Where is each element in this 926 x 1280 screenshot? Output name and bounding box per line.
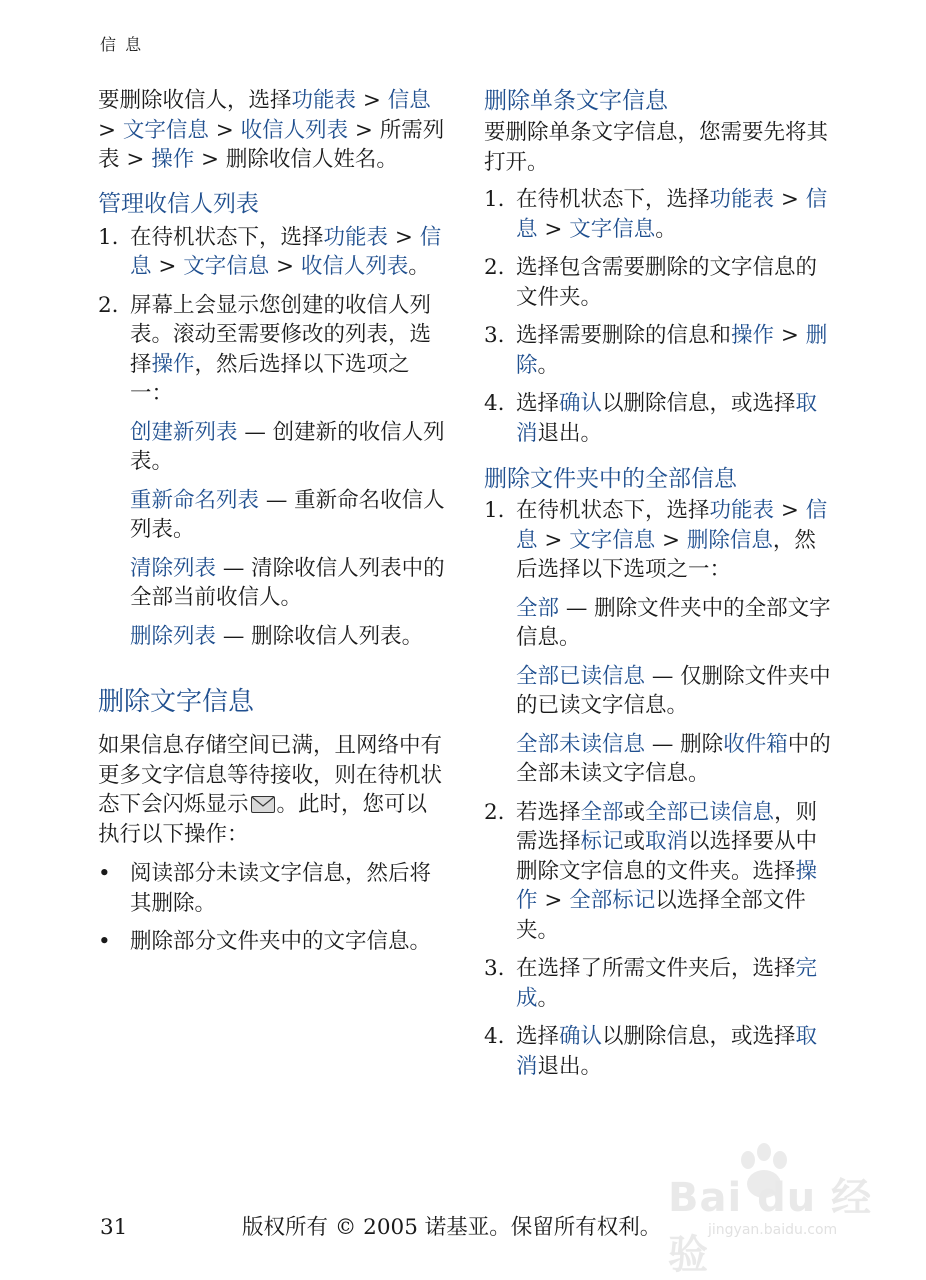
link-text-messages[interactable]: 文字信息 [183,254,270,279]
option-desc: — 创建新的收信人列表。 [130,419,445,474]
list-item [484,321,834,380]
text: 在待机状态下，选择 [130,224,324,250]
option-desc: 中的全部未读文字信息。 [516,731,831,786]
step-number: 1. [98,224,119,250]
text: 。 [537,985,560,1011]
link-cancel[interactable]: 取消 [516,1024,818,1079]
watermark-logo: Bai du 经验 [668,1175,873,1278]
link-messages[interactable]: 信息 [387,88,431,113]
option-desc: — 删除 [645,731,724,757]
step-number: 4. [484,391,505,416]
option-desc: — 仅删除文件夹中的已读文字信息。 [516,663,831,718]
text: 屏幕上会显示您创建的收信人列表。滚动至需要修改的列表，选择 [130,292,432,377]
manage-recipient-list-heading: 管理收信人列表 [98,190,259,217]
option-all-read [516,662,834,721]
delete-single-heading: 删除单条文字信息 [484,88,668,114]
separator: > [388,224,420,250]
running-header: 信 息 [100,35,144,54]
option-name[interactable]: 全部已读信息 [516,663,646,689]
link-text-messages[interactable]: 文字信息 [569,527,656,553]
link-delete[interactable]: 删除 [516,323,828,378]
link-cancel[interactable]: 取消 [645,829,689,854]
link-confirm[interactable]: 确认 [559,1024,603,1049]
link-cancel[interactable]: 取消 [516,391,818,446]
bullet-icon: • [98,861,111,886]
delete-text-messages-heading: 删除文字信息 [98,687,255,717]
separator: > [151,254,184,279]
baidu-watermark [660,1140,890,1278]
text: 在待机状态下，选择 [516,498,710,523]
link-options[interactable]: 操作 [151,351,195,377]
option-name[interactable]: 全部未读信息 [516,731,646,757]
text: ，然后选择以下选项之一： [130,351,410,406]
text: ，然后选择以下选项之一： [516,527,816,582]
separator: > [537,216,570,242]
link-text-messages[interactable]: 文字信息 [569,216,656,242]
link-recipient-list[interactable]: 收信人列表 [300,254,409,279]
list-item [484,954,834,1013]
link-menu[interactable]: 功能表 [709,498,775,523]
option-desc: — 清除收信人列表中的全部当前收信人。 [130,555,445,610]
text: 在选择了所需文件夹后，选择 [516,956,796,981]
link-delete-messages[interactable]: 删除信息 [686,527,773,553]
separator: > [269,254,301,279]
separator: > [537,527,570,553]
text: 删除部分文件夹中的文字信息。 [130,929,432,954]
text: 选择包含需要删除的文字信息的文件夹。 [516,255,818,310]
text: 。此时，您可以执行以下操作： [98,792,428,847]
separator: > [774,187,806,212]
step-number: 1. [484,187,505,212]
link-menu[interactable]: 功能表 [323,224,389,250]
option-all-unread [516,730,834,789]
list-item [98,927,448,957]
page-number: 31 [100,1215,128,1240]
option-clear-list [130,554,448,613]
option-name[interactable]: 重新命名列表 [130,487,260,513]
list-item [484,798,834,946]
step-number: 4. [484,1024,505,1049]
delete-recipient-intro [98,86,448,175]
text: 在待机状态下，选择 [516,187,710,212]
step-number: 2. [484,255,505,280]
text: 退出。 [537,420,603,446]
option-desc: — 重新命名收信人列表。 [130,487,445,542]
separator: > [774,323,806,348]
single-intro: 要删除单条文字信息，您需要先将其打开。 [484,120,829,175]
list-item [484,496,834,789]
link-recipient-list[interactable]: 收信人列表 [240,117,349,143]
step-number: 3. [484,956,505,981]
list-item [484,185,834,244]
list-item [484,1022,834,1081]
left-column [98,86,448,957]
separator: > [774,498,806,523]
link-confirm[interactable]: 确认 [559,391,603,416]
option-name[interactable]: 清除列表 [130,555,217,581]
separator: > [98,117,123,143]
list-item [484,253,834,312]
link-options[interactable]: 操作 [151,147,195,172]
folder-steps [484,496,834,1081]
manage-steps [98,223,448,652]
step-number: 2. [98,292,119,318]
link-menu[interactable]: 功能表 [709,187,775,212]
option-name[interactable]: 全部 [516,595,560,621]
option-delete-list [130,622,448,652]
option-create-list [130,418,448,477]
link-all-read[interactable]: 全部已读信息 [645,799,775,825]
text: > 所需列表 > [98,117,445,172]
copyright-text: 版权所有 © 2005 诺基亚。保留所有权利。 [242,1215,662,1240]
link-menu[interactable]: 功能表 [291,88,357,113]
link-text-messages[interactable]: 文字信息 [122,117,209,143]
link-options[interactable]: 操作 [516,858,818,913]
envelope-icon [251,796,275,813]
right-column [484,86,834,1081]
link-messages[interactable]: 信息 [130,224,442,279]
link-mark-all[interactable]: 全部标记 [569,888,656,913]
option-all [516,594,834,653]
separator: > [655,527,687,553]
text: > 删除收信人姓名。 [194,147,398,172]
separator: > [537,888,570,913]
text: 若选择 [516,799,581,825]
link-options[interactable]: 操作 [731,323,775,348]
text: ，则需选择 [516,799,818,854]
text: 。 [655,216,677,242]
bullet-icon: • [98,929,111,954]
link-mark[interactable]: 标记 [580,829,624,854]
list-item [98,223,448,282]
link-all[interactable]: 全部 [580,799,624,825]
text: 以选择全部文件夹。 [516,888,806,943]
delete-intro [98,731,448,849]
link-inbox[interactable]: 收件箱 [723,731,788,757]
text: 或 [623,829,646,854]
text: 以删除信息，或选择 [602,391,796,416]
text: 以删除信息，或选择 [602,1024,796,1049]
text: 阅读部分未读文字信息，然后将其删除。 [130,861,432,916]
list-item [484,389,834,448]
option-desc: — 删除收信人列表。 [216,623,424,649]
link-messages[interactable]: 信息 [516,187,828,242]
text: 要删除收信人，选择 [98,88,292,113]
list-item [98,859,448,918]
bullet-list [98,859,448,957]
text: 选择 [516,391,560,416]
option-name[interactable]: 删除列表 [130,623,217,649]
text: 以选择要从中删除文字信息的文件夹。选择 [516,829,818,884]
text: 选择需要删除的信息和 [516,323,732,348]
text: 。 [408,254,430,279]
text: 。 [537,352,560,378]
single-steps [484,185,834,448]
option-name[interactable]: 创建新列表 [130,419,238,445]
step-number: 1. [484,498,505,523]
watermark-url: jingyan.baidu.com [708,1222,838,1238]
link-done[interactable]: 完成 [516,956,818,1011]
delete-folder-heading: 删除文件夹中的全部信息 [484,466,737,492]
text: 选择 [516,1024,560,1049]
separator: > [356,88,388,113]
list-item [98,291,448,652]
link-messages[interactable]: 信息 [516,498,828,553]
option-desc: — 删除文件夹中的全部文字信息。 [516,595,831,650]
text: 退出。 [537,1053,603,1079]
option-rename-list [130,486,448,545]
text: 如果信息存储空间已满，且网络中有更多文字信息等待接收，则在待机状态下会闪烁显示 [98,733,443,817]
separator: > [208,117,241,143]
text: 或 [623,799,646,825]
step-number: 3. [484,323,505,348]
step-number: 2. [484,799,505,825]
